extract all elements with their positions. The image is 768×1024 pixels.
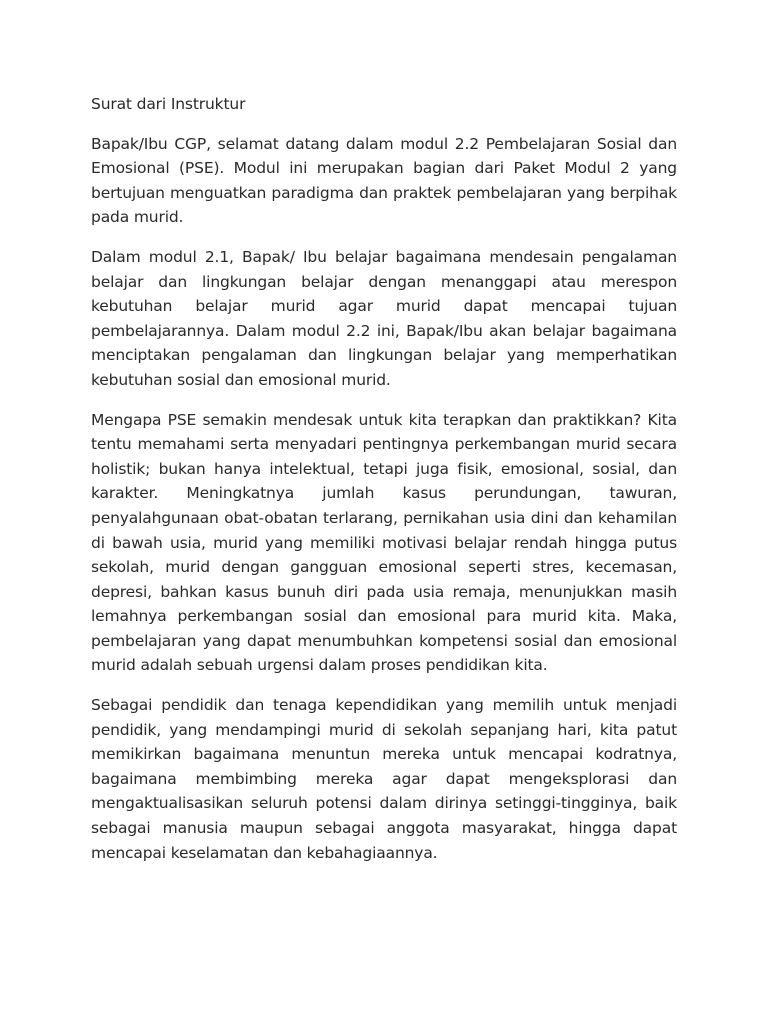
paragraph-intro: Bapak/Ibu CGP, selamat datang dalam modul 2.2 Pembelajaran Sosial dan Emosional (PSE). Modul ini merupakan bagian dari Paket Modul 2 yang bertujuan menguatkan paradigma dan praktek pembelajaran yang berpihak pada murid. [91,134,677,227]
document-title: Surat dari Instruktur [91,95,246,113]
paragraph-why-pse: Mengapa PSE semakin mendesak untuk kita terapkan dan praktikkan? Kita tentu memahami serta menyadari pentingnya perkembangan murid secara holistik; bukan hanya intelektual, tetapi juga fisik, emosional, sosial, dan karakter. Meningkatnya jumlah kasus perundungan, tawuran, penyalahgunaan obat-obatan terlarang, pernikahan usia dini dan kehamilan di bawah usia, murid yang memiliki motivasi belajar rendah hingga putus sekolah, murid dengan gangguan emosional seperti stres, kecemasan, depresi, bahkan kasus bunuh diri pada usia remaja, menunjukkan masih lemahnya perkembangan sosial dan emosional para murid kita. Maka, pembelajaran yang dapat menumbuhkan kompetensi sosial dan emosional murid adalah sebuah urgensi dalam proses pendidikan kita. [91,410,677,675]
document-page [91,92,677,880]
paragraph-educator-role: Sebagai pendidik dan tenaga kependidikan yang memilih untuk menjadi pendidik, yang mendampingi murid di sekolah sepanjang hari, kita patut memikirkan bagaimana menuntun mereka untuk mencapai kodratnya, bagaimana membimbing mereka agar dapat mengeksplorasi dan mengaktualisasikan seluruh potensi dalam dirinya setinggi-tingginya, baik sebagai manusia maupun sebagai anggota masyarakat, hingga dapat mencapai keselamatan dan kebahagiaannya. [91,696,677,862]
paragraph-module-2-1: Dalam modul 2.1, Bapak/ Ibu belajar bagaimana mendesain pengalaman belajar dan lingkungan belajar dengan menanggapi atau merespon kebutuhan belajar murid agar murid dapat mencapai tujuan pembelajarannya. Dalam modul 2.2 ini, Bapak/Ibu akan belajar bagaimana menciptakan pengalaman dan lingkungan belajar yang memperhatikan kebutuhan sosial dan emosional murid. [91,247,677,389]
